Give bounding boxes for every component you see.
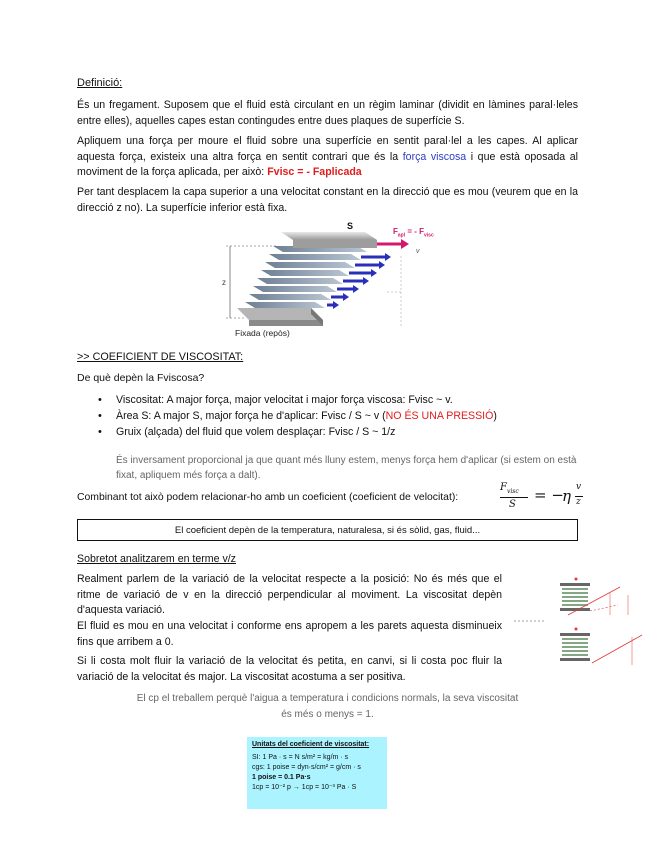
fraction-bar — [500, 497, 528, 498]
dependency-list — [98, 392, 578, 440]
paragraph-costa-fluir: Si li costa molt fluir la variació de la velocitat és petita, en canvi, si li costa poc fluir la variació de la velocitat és major. La viscositat acostuma a ser positiva. — [77, 655, 502, 683]
text-run: apl — [397, 232, 406, 239]
text-run: visc — [424, 232, 434, 239]
paragraph-variacio-velocitat: Realment parlem de la variació de la velocitat respecte a la posició: No és més que el ritme de variació de v en la direcció perpendicular al moviment. La viscositat depèn d'aquesta variació. — [77, 573, 502, 616]
applied-force-arrowhead — [401, 239, 409, 249]
laminar-flow-figure — [215, 220, 445, 342]
text-run: ) — [493, 410, 497, 422]
paragraph-fregament: És un fregament. Suposem que el fluid està circulant en un règim laminar (dividit en làmines paral·leles entre elles), aquelles capes estan contingudes entre dues plaques de superfície S. — [77, 99, 578, 127]
units-title: Unitats del coeficient de viscositat: — [252, 741, 370, 748]
top-plate — [281, 232, 377, 240]
force-label — [393, 227, 434, 239]
coeficient-question: De què depèn la Fviscosa? — [77, 372, 205, 384]
units-si: SI: 1 Pa · s = N s/m² = kg/m · s — [252, 754, 349, 761]
paragraph-capa-superior: Per tant desplacem la capa superior a una velocitat constant en la direcció que es mou (veurem que en la direcció z no). La superfície inferior està fixa. — [77, 186, 578, 214]
formula-z: z — [576, 497, 581, 507]
text-run: F — [393, 227, 398, 236]
definicio-heading: Definició: — [77, 77, 123, 89]
fixed-plate-label: Fixada (repòs) — [235, 328, 290, 338]
text-run: = - F — [405, 227, 425, 236]
velocity-gradient-diagram — [510, 575, 650, 675]
combine-sentence: Combinant tot això podem relacionar-ho amb un coeficient (coeficient de velocitat): — [77, 492, 459, 503]
sobretot-heading: Sobretot analitzarem en terme v/z — [77, 553, 236, 565]
surface-s-label: S — [347, 221, 354, 231]
text-run: visc — [506, 488, 519, 495]
list-item: • Viscositat: A major força, major velocitat i major força viscosa: Fvisc ~ v. — [98, 392, 578, 408]
paragraph-forca-viscosa — [77, 134, 578, 181]
forca-viscosa-term: força viscosa — [402, 150, 467, 163]
formula-numerator — [500, 482, 519, 495]
units-centipoise: 1cp = 10⁻² p → 1cp = 10⁻³ Pa · S — [252, 784, 357, 791]
coefficient-dependency-box: El coeficient depèn de la temperatura, naturalesa, si és sòlid, gas, fluid... — [77, 519, 578, 541]
list-item — [98, 408, 578, 424]
not-pressure-warning: NO ÉS UNA PRESSIÓ — [385, 410, 494, 422]
velocity-gradient-figure — [510, 575, 650, 675]
top-plate-side — [293, 240, 377, 248]
inverse-proportional-note: És inversament proporcional ja que quant més lluny estem, menys força hem d'aplicar (si estem on està fixat, apliquem més força a dalt). — [116, 455, 577, 481]
paragraph-fluid-parets: El fluid es mou en una velocitat i conforme ens apropem a les parets aquesta disminueix fins que arribem a 0. — [77, 620, 502, 648]
viscosity-formula — [498, 481, 588, 515]
formula-equals: = − — [534, 486, 564, 504]
text-run: Àrea S: A major S, major força he d'aplicar: Fvisc / S ~ v ( — [116, 410, 386, 422]
list-item: • Gruix (alçada) del fluid que volem desplaçar: Fvisc / S ~ 1/z — [98, 424, 578, 440]
v-label: v — [416, 248, 420, 255]
formula-v: v — [576, 482, 582, 492]
formula-eta: η — [562, 487, 571, 505]
units-poise: 1 poise = 0.1 Pa·s — [252, 774, 311, 781]
fvisc-equation: Fvisc = - Faplicada — [267, 166, 362, 178]
bottom-plate-side — [249, 320, 323, 326]
bottom-plate — [237, 308, 323, 320]
water-viscosity-note: El cp el treballem perquè l'aigua a temperatura i condicions normals, la seva viscositat és més o menys = 1. — [136, 693, 519, 720]
formula-denominator: S — [509, 499, 516, 510]
z-label: z — [222, 278, 226, 287]
text-run: F — [500, 482, 507, 493]
fluid-layers — [245, 246, 367, 308]
coeficient-heading: >> COEFICIENT DE VISCOSITAT: — [77, 351, 244, 363]
text-run: i que està oposada al moviment de la força aplicada, per això: — [77, 150, 578, 178]
text-run: Apliquem una força per moure el fluid sobre una superfície en sentit paral·lel a les capes. Al aplicar aquesta força, existeix una altra força en sentit contrari que és la — [77, 135, 578, 163]
units-cgs: cgs: 1 poise = dyn·s/cm² = g/cm · s — [252, 764, 361, 771]
viscosity-units-box — [247, 737, 387, 809]
